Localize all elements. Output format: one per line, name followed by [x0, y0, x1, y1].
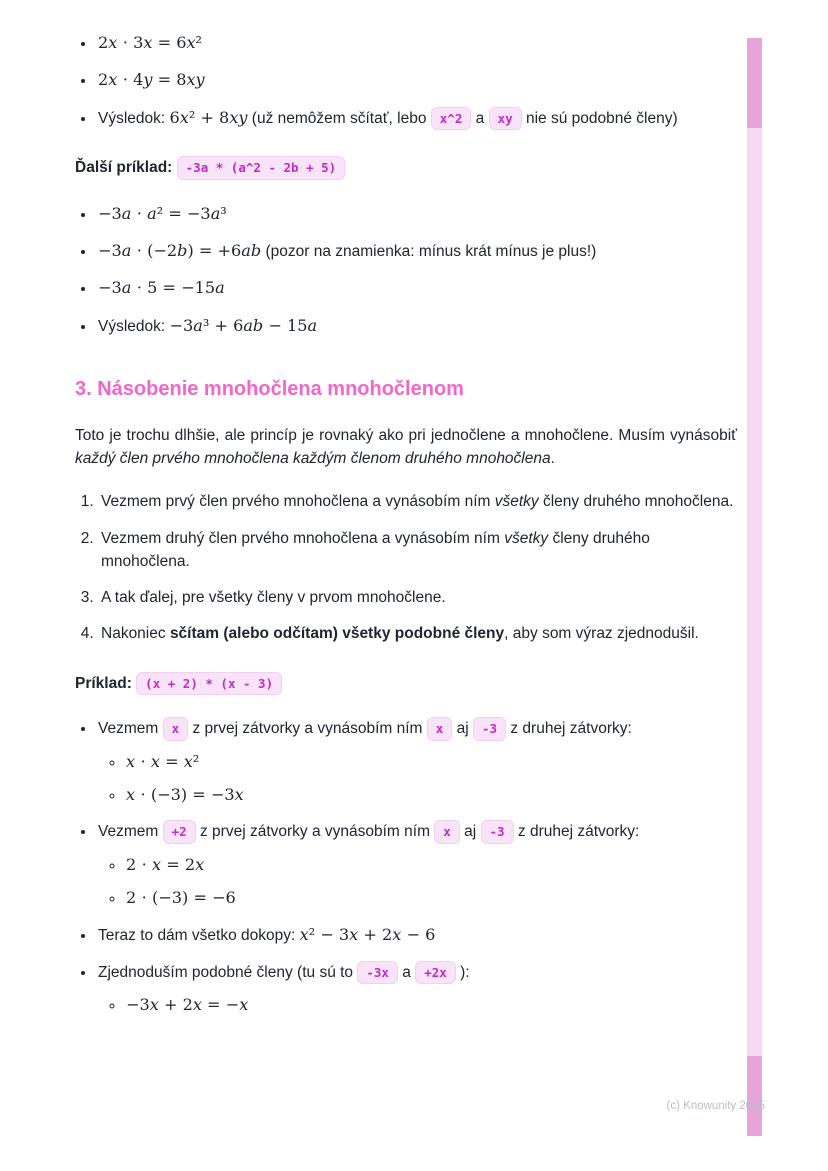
text-run: Vezmem prvý člen prvého mnohočlena a vynásobím ním [101, 493, 495, 511]
math-expression: 2x ⋅ 3x = 6x² [98, 33, 203, 52]
document-content [75, 18, 737, 1031]
bold-text: sčítam (alebo odčítam) všetky podobné členy [169, 625, 505, 643]
math-expression: −3a³ + 6ab − 15a [169, 315, 318, 335]
list-item [96, 923, 737, 947]
text-run: z prvej zátvorky a vynásobím ním [192, 720, 427, 738]
list-item [96, 68, 737, 92]
code-badge: (x + 2) * (x - 3) [136, 672, 282, 696]
example-label: Príklad: [75, 674, 132, 692]
scrollbar-thumb-bottom[interactable] [747, 1056, 762, 1136]
list-item-text [98, 717, 737, 741]
bullet-list-monomial-results [75, 31, 737, 130]
list-item [96, 106, 737, 131]
text-run: ): [460, 963, 470, 981]
code-badge: +2 [163, 820, 196, 844]
list-item [96, 276, 737, 300]
italic-text: všetky [494, 493, 539, 511]
bullet-list-second-example [75, 202, 737, 338]
text-run: (pozor na znamienka: mínus krát mínus je plus!) [261, 243, 597, 260]
text-run: a [402, 963, 416, 981]
list-item-text [98, 820, 737, 844]
text-run: členy druhého mnohočlena. [101, 529, 650, 570]
numbered-steps-list [75, 490, 737, 645]
list-item [98, 490, 737, 513]
list-item [125, 993, 737, 1017]
text-run: Toto je trochu dlhšie, ale princíp je rovnaký ako pri jednočlene a mnohočlene. Musím vynásobiť [75, 426, 737, 444]
code-badge: xy [489, 107, 522, 131]
text-run: Nakoniec [101, 625, 170, 643]
list-item [98, 527, 737, 574]
list-item [96, 239, 737, 263]
math-expression: x² − 3x + 2x − 6 [299, 925, 436, 945]
scrollbar-track[interactable] [747, 38, 762, 1136]
example-line-2 [75, 672, 737, 696]
list-item [98, 586, 737, 609]
text-run: z prvej zátvorky a vynásobím ním [199, 823, 435, 841]
list-item [96, 202, 737, 226]
math-expression: −3x + 2x = −x [126, 995, 249, 1015]
text-run: členy druhého mnohočlena. [538, 493, 734, 511]
intro-paragraph [75, 424, 737, 471]
text-run: nie sú podobné členy) [525, 109, 678, 127]
text-run: Teraz to dám všetko dokopy: [98, 927, 300, 945]
math-expression: −3a ⋅ 5 = −15a [98, 278, 225, 298]
list-item [98, 622, 737, 645]
scrollbar-thumb-top[interactable] [747, 38, 762, 128]
text-run: aj [456, 720, 473, 738]
text-run: Vezmem druhý člen prvého mnohočlena a vynásobím ním [101, 529, 505, 547]
text-run: Zjednoduším podobné členy (tu sú to [98, 963, 358, 981]
bullet-list-polynomial-steps [75, 717, 737, 1017]
sub-list [98, 993, 737, 1017]
list-item [125, 886, 737, 910]
list-item [96, 31, 737, 55]
italic-text: každý člen prvého mnohočlena každým členom druhého mnohočlena [75, 450, 551, 467]
text-run: A tak ďalej, pre všetky členy v prvom mnohočlene. [101, 589, 446, 606]
code-badge: -3x [357, 961, 398, 985]
text-run: a [475, 109, 489, 127]
text-run: z druhej zátvorky: [517, 823, 640, 841]
math-expression: 2x ⋅ 4y = 8xy [98, 70, 205, 90]
list-item [96, 820, 737, 910]
text-run: Výsledok: [98, 109, 170, 127]
math-expression: 2 ⋅ (−3) = −6 [126, 888, 236, 908]
math-expression: x ⋅ x = x² [126, 751, 200, 771]
list-item [125, 853, 737, 877]
code-badge: -3a * (a^2 - 2b + 5) [177, 156, 346, 180]
code-badge: -3 [481, 820, 514, 844]
code-badge: x [434, 820, 460, 844]
text-run: Vezmem [98, 720, 163, 738]
sub-list [98, 750, 737, 808]
copyright-text: (c) Knowunity 2025 [666, 1100, 765, 1112]
italic-text: všetky [504, 529, 549, 547]
code-badge: +2x [415, 961, 456, 985]
section-heading: 3. Násobenie mnohočlena mnohočlenom [75, 377, 464, 400]
math-expression: −3a ⋅ (−2b) = +6ab [98, 241, 262, 260]
text-run: . [550, 450, 555, 467]
example-label: Ďalší príklad: [75, 159, 173, 177]
code-badge: -3 [473, 717, 506, 741]
code-badge: x [427, 717, 453, 741]
text-run: (už nemôžem sčítať, lebo [247, 109, 431, 127]
sub-list [98, 853, 737, 911]
code-badge: x [163, 717, 189, 741]
math-expression: x ⋅ (−3) = −3x [126, 785, 244, 804]
code-badge: x^2 [431, 107, 472, 131]
list-item [96, 314, 737, 338]
math-expression: 2 ⋅ x = 2x [126, 854, 205, 874]
example-line-1 [75, 156, 737, 180]
text-run: Výsledok: [98, 317, 170, 335]
text-run: aj [464, 823, 481, 841]
math-expression: −3a ⋅ a² = −3a³ [98, 203, 227, 223]
list-item [96, 961, 737, 1018]
text-run: , aby som výraz zjednodušil. [504, 625, 699, 643]
list-item [125, 750, 737, 774]
list-item-text [98, 961, 737, 985]
math-expression: 6x² + 8xy [169, 107, 248, 127]
list-item [125, 783, 737, 807]
text-run: Vezmem [98, 823, 163, 841]
text-run: z druhej zátvorky: [510, 720, 632, 738]
list-item [96, 717, 737, 807]
